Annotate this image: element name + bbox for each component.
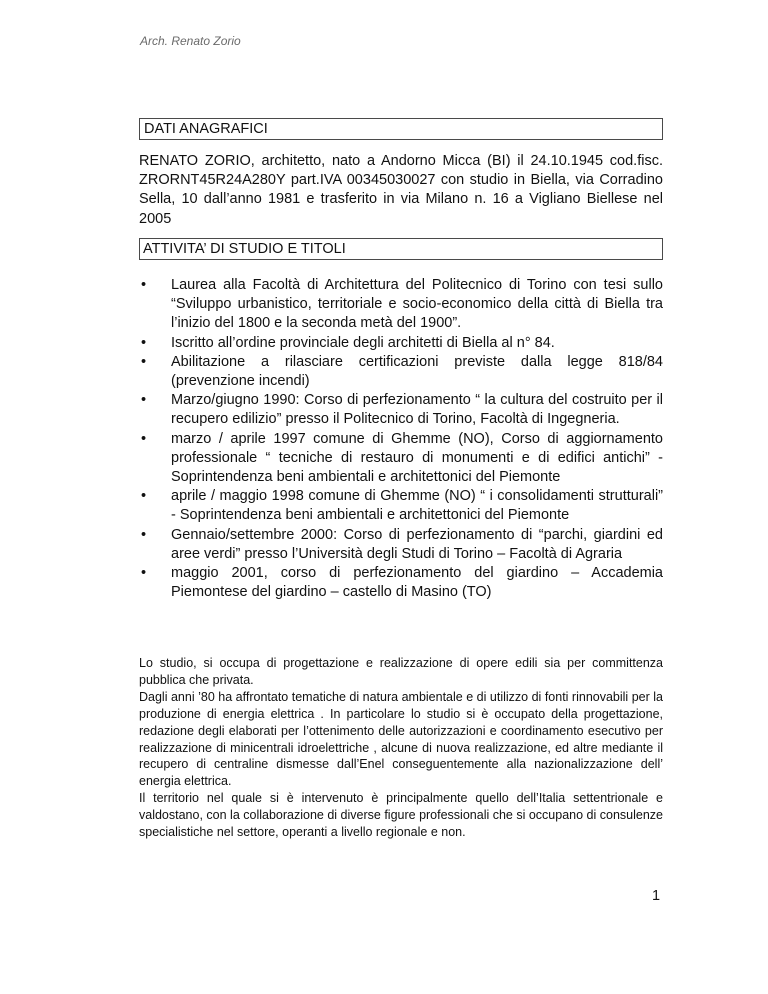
- list-item: • Abilitazione a rilasciare certificazioni previste dalla legge 818/84 (prevenzione incendi): [139, 353, 663, 391]
- studio-paragraph: Il territorio nel quale si è intervenuto è principalmente quello dell’Italia settentrionale e valdostano, con la collaborazione di diverse figure professionali che si occupano di consulenze specialistiche nel settore, operanti a livello regionale e non.: [139, 791, 663, 840]
- studio-paragraph: Lo studio, si occupa di progettazione e realizzazione di opere edili sia per committenza pubblica che privata.: [139, 656, 663, 687]
- list-item: • Laurea alla Facoltà di Architettura del Politecnico di Torino con tesi sullo “Sviluppo urbanistico, territoriale e socio-economico della città di Biella tra l’inizio del 1800 e la seconda metà del 1900”.: [139, 276, 663, 334]
- list-item: • Iscritto all’ordine provinciale degli architetti di Biella al n° 84.: [139, 334, 663, 353]
- page-number: 1: [652, 888, 661, 904]
- page-header-author: Arch. Renato Zorio: [140, 34, 241, 48]
- studio-description: [139, 655, 663, 841]
- titoli-list: [139, 276, 663, 602]
- list-item: • marzo / aprile 1997 comune di Ghemme (NO), Corso di aggiornamento professionale “ tecniche di restauro di monumenti e di edifici antichi” - Soprintendenza beni ambientali e architettonici del Piemonte: [139, 430, 663, 488]
- section-title-titoli: ATTIVITA’ DI STUDIO E TITOLI: [139, 238, 663, 260]
- list-item: • Gennaio/settembre 2000: Corso di perfezionamento di “parchi, giardini ed aree verdi” presso l’Università degli Studi di Torino – Facoltà di Agraria: [139, 526, 663, 564]
- anagrafici-paragraph: RENATO ZORIO, architetto, nato a Andorno Micca (BI) il 24.10.1945 cod.fisc. ZRORNT45R24A280Y part.IVA 00345030027 con studio in Biella, via Corradino Sella, 10 dall’anno 1981 e trasferito in via Milano n. 16 a Vigliano Biellese nel 2005: [139, 153, 663, 227]
- studio-paragraph: Dagli anni ’80 ha affrontato tematiche di natura ambientale e di utilizzo di fonti rinnovabili per la produzione di energia elettrica . In particolare lo studio si è occupato della progettazione, redazione degli elaborati per l’ottenimento delle autorizzazioni e coordinamento esecutivo per realizzazione di minicentrali idroelettriche , alcune di nuova realizzazione, ed altre mediante il recupero di centraline dismesse dall’Enel conseguentemente alla nazionalizzazione dell’ energia elettrica.: [139, 689, 663, 789]
- list-item: • maggio 2001, corso di perfezionamento del giardino – Accademia Piemontese del giardino – castello di Masino (TO): [139, 564, 663, 602]
- list-item: • aprile / maggio 1998 comune di Ghemme (NO) “ i consolidamenti strutturali” - Soprintendenza beni ambientali e architettonici del Piemonte: [139, 487, 663, 525]
- section-title-anagrafici: DATI ANAGRAFICI: [139, 118, 663, 140]
- list-item: • Marzo/giugno 1990: Corso di perfezionamento “ la cultura del costruito per il recupero edilizio” presso il Politecnico di Torino, Facoltà di Ingegneria.: [139, 391, 663, 429]
